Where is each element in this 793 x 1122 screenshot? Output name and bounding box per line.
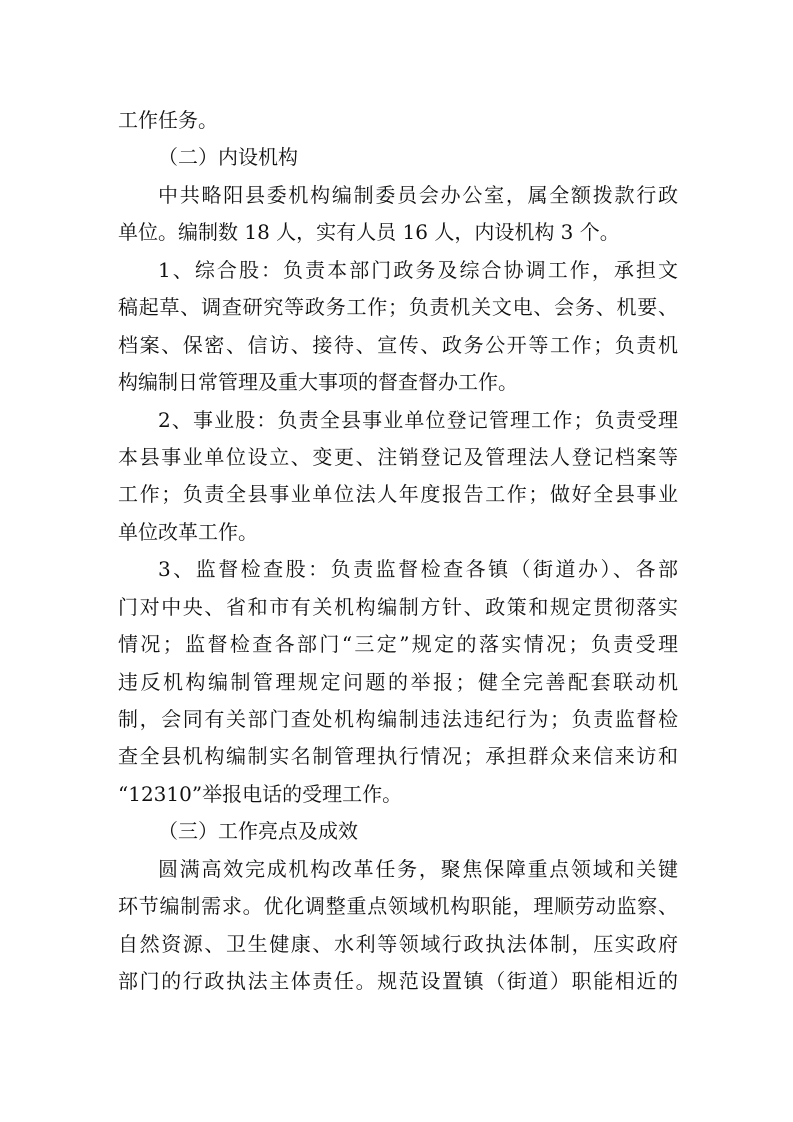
text-line: 工作；负责全县事业单位法人年度报告工作；做好全县事业: [118, 482, 678, 507]
text-line: 2、事业股：负责全县事业单位登记管理工作；负责受理: [158, 407, 678, 432]
text-line: 自然资源、卫生健康、水利等领域行政执法体制，压实政府: [118, 931, 678, 956]
text-line: 单位。编制数 18 人，实有人员 16 人，内设机构 3 个。: [118, 220, 620, 245]
section-heading: （二）内设机构: [158, 145, 298, 170]
text-line: 中共略阳县委机构编制委员会办公室，属全额拨款行政: [158, 182, 678, 207]
text-line: 档案、保密、信访、接待、宣传、政务公开等工作；负责机: [118, 332, 678, 357]
section-heading: （三）工作亮点及成效: [158, 819, 358, 844]
text-line: 本县事业单位设立、变更、注销登记及管理法人登记档案等: [118, 444, 678, 469]
document-body: [118, 102, 678, 1001]
text-line: 情况；监督检查各部门“三定”规定的落实情况；负责受理: [118, 632, 678, 657]
text-line: 查全县机构编制实名制管理执行情况；承担群众来信来访和: [118, 744, 678, 769]
text-line: 圆满高效完成机构改革任务，聚焦保障重点领域和关键: [158, 856, 678, 881]
text-line: 环节编制需求。优化调整重点领域机构职能，理顺劳动监察、: [118, 894, 678, 919]
text-line: 构编制日常管理及重大事项的督查督办工作。: [118, 370, 518, 395]
text-line: 工作任务。: [118, 108, 218, 132]
text-line: “12310”举报电话的受理工作。: [118, 781, 403, 806]
text-line: 制，会同有关部门查处机构编制违法违纪行为；负责监督检: [118, 707, 678, 731]
text-line: 稿起草、调查研究等政务工作；负责机关文电、会务、机要、: [118, 295, 678, 320]
text-line: 违反机构编制管理规定问题的举报；健全完善配套联动机: [118, 669, 678, 694]
text-line: 3、监督检查股：负责监督检查各镇（街道办）、各部: [158, 557, 678, 582]
text-line: 门对中央、省和市有关机构编制方针、政策和规定贯彻落实: [118, 594, 678, 619]
text-line: 单位改革工作。: [118, 519, 258, 544]
text-line: 部门的行政执法主体责任。规范设置镇（街道）职能相近的: [118, 969, 678, 994]
text-line: 1、综合股：负责本部门政务及综合协调工作，承担文: [158, 257, 678, 282]
